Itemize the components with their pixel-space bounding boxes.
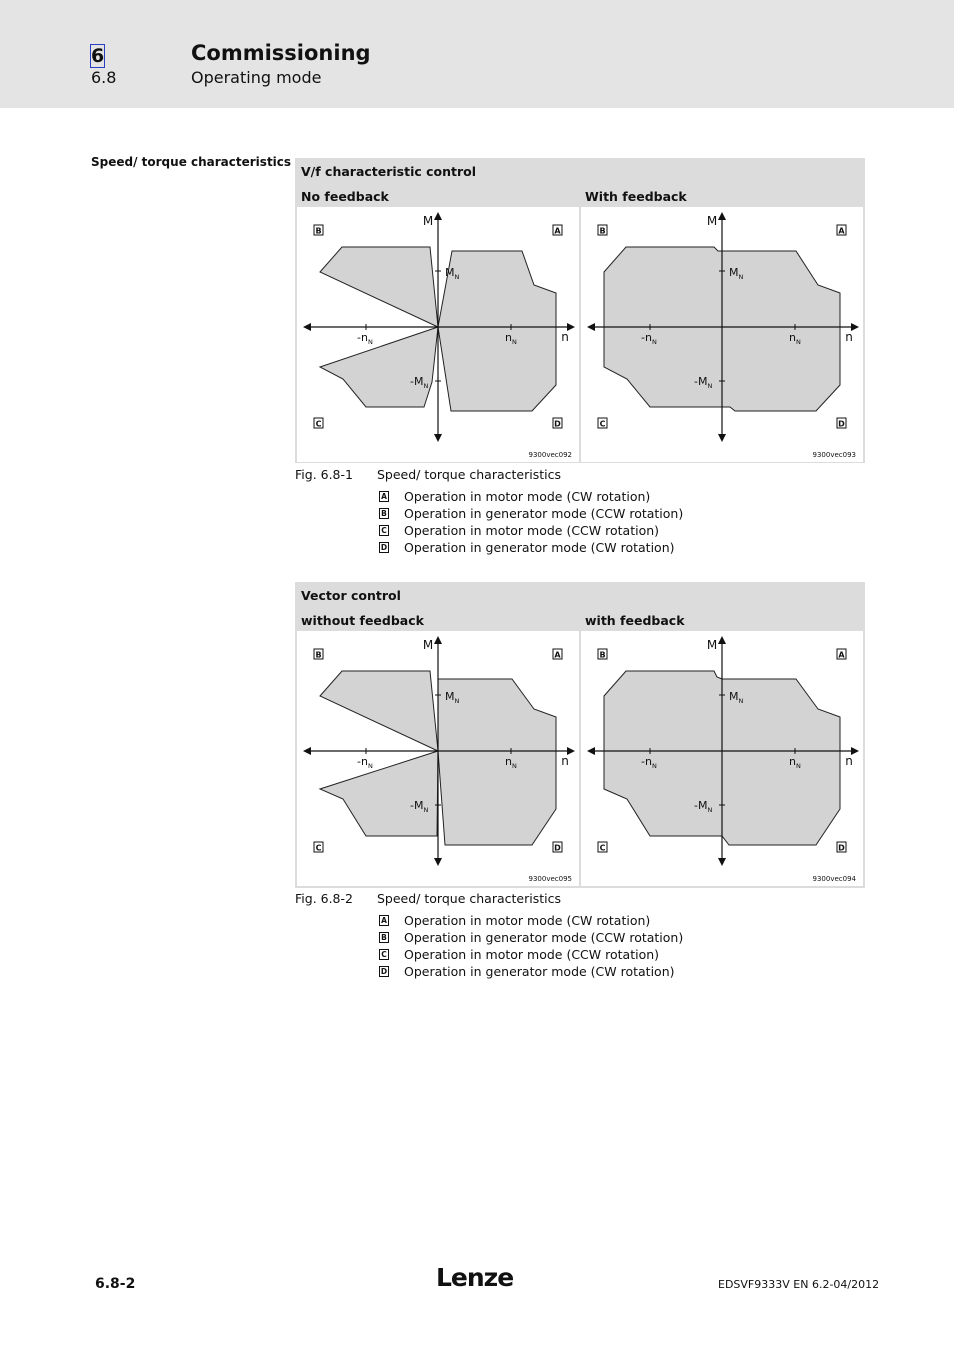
panel-subtitle: No feedback bbox=[301, 189, 389, 204]
quadrant-key-label: B bbox=[599, 226, 606, 236]
quadrant-key bbox=[553, 418, 562, 428]
arrow-down-icon bbox=[718, 858, 726, 866]
operating-region bbox=[320, 247, 438, 327]
panel-subtitle: With feedback bbox=[585, 189, 687, 204]
speed-torque-diagram bbox=[297, 631, 579, 886]
diagram-panel bbox=[297, 631, 579, 886]
operating-region bbox=[320, 327, 438, 407]
quadrant-key bbox=[314, 649, 323, 659]
arrow-up-icon bbox=[434, 636, 442, 644]
speed-axis-label: n bbox=[561, 330, 569, 344]
legend-text: Operation in generator mode (CW rotation) bbox=[404, 540, 675, 555]
quadrant-key: A bbox=[379, 491, 389, 502]
rated-speed-neg-label: $-n_N$ bbox=[641, 331, 657, 346]
quadrant-key-label: B bbox=[599, 650, 606, 660]
quadrant-key-label: C bbox=[599, 843, 606, 853]
quadrant-key: D bbox=[380, 543, 388, 552]
image-code: 9300vec094 bbox=[812, 875, 856, 883]
quadrant-key-label: B bbox=[315, 226, 322, 236]
panel-subtitle: without feedback bbox=[301, 613, 424, 628]
quadrant-key-label: D bbox=[838, 419, 845, 429]
quadrant-key-label: A bbox=[554, 650, 561, 660]
legend-text: Operation in generator mode (CCW rotation) bbox=[404, 506, 684, 521]
quadrant-key bbox=[553, 649, 562, 659]
rated-speed-pos-label: $n_N$ bbox=[505, 755, 517, 770]
figure-vf-control bbox=[295, 158, 865, 463]
rated-speed-neg-label: $-n_N$ bbox=[357, 755, 373, 770]
operating-region bbox=[320, 671, 438, 751]
quadrant-key-label: A bbox=[838, 650, 845, 660]
arrow-left-icon bbox=[303, 747, 311, 755]
page-header bbox=[0, 0, 954, 108]
quadrant-key bbox=[837, 649, 846, 659]
figure-vector-control bbox=[295, 582, 865, 888]
torque-axis-label: M bbox=[422, 638, 434, 652]
quadrant-key bbox=[598, 225, 607, 235]
arrow-down-icon bbox=[434, 858, 442, 866]
quadrant-key-label: D bbox=[838, 843, 845, 853]
quadrant-key: A bbox=[379, 915, 389, 926]
side-heading: Speed/ torque characteristics bbox=[91, 155, 292, 169]
caption-text: Speed/ torque characteristics bbox=[377, 467, 561, 482]
rated-torque-neg-label: $-M_N$ bbox=[694, 375, 713, 390]
quadrant-key-label: D bbox=[554, 843, 561, 853]
rated-torque-pos-label: $M_N$ bbox=[729, 266, 744, 281]
lenze-logo: Lenze bbox=[436, 1263, 514, 1292]
rated-speed-neg-label: $-n_N$ bbox=[357, 331, 373, 346]
quadrant-key: B bbox=[379, 932, 389, 943]
rated-speed-pos-label: $n_N$ bbox=[505, 331, 517, 346]
quadrant-key bbox=[314, 842, 323, 852]
chapter-number-box: 6 bbox=[91, 45, 105, 67]
quadrant-key-label: A bbox=[554, 226, 561, 236]
legend-text: Operation in motor mode (CCW rotation) bbox=[404, 947, 660, 962]
document-reference: EDSVF9333V EN 6.2-04/2012 bbox=[718, 1278, 880, 1291]
caption-number: Fig. 6.8-1 bbox=[295, 467, 353, 482]
quadrant-key-label: B bbox=[315, 650, 322, 660]
quadrant-key-label: A bbox=[838, 226, 845, 236]
quadrant-key bbox=[837, 418, 846, 428]
chapter-title: Commissioning bbox=[191, 41, 371, 65]
quadrant-key bbox=[314, 225, 323, 235]
image-code: 9300vec095 bbox=[528, 875, 572, 883]
quadrant-key bbox=[837, 225, 846, 235]
panel-subtitle: with feedback bbox=[585, 613, 685, 628]
torque-axis-label: M bbox=[706, 638, 718, 652]
quadrant-key bbox=[553, 842, 562, 852]
figure-caption bbox=[295, 891, 561, 906]
legend-text: Operation in generator mode (CW rotation) bbox=[404, 964, 675, 979]
image-code: 9300vec093 bbox=[812, 451, 856, 459]
speed-axis-label: n bbox=[561, 754, 569, 768]
diagram-panel bbox=[581, 631, 863, 886]
quadrant-key bbox=[598, 842, 607, 852]
arrow-up-icon bbox=[718, 212, 726, 220]
quadrant-key bbox=[598, 418, 607, 428]
legend-text: Operation in generator mode (CCW rotation) bbox=[404, 930, 684, 945]
figure-title: V/f characteristic control bbox=[301, 164, 477, 179]
legend-text: Operation in motor mode (CCW rotation) bbox=[404, 523, 660, 538]
arrow-up-icon bbox=[434, 212, 442, 220]
rated-torque-pos-label: $M_N$ bbox=[729, 690, 744, 705]
legend-text: Operation in motor mode (CW rotation) bbox=[404, 489, 651, 504]
rated-torque-pos-label: $M_N$ bbox=[445, 266, 460, 281]
diagram-panel bbox=[581, 207, 863, 462]
quadrant-key bbox=[837, 842, 846, 852]
image-code: 9300vec092 bbox=[528, 451, 572, 459]
arrow-up-icon bbox=[718, 636, 726, 644]
torque-axis-label: M bbox=[422, 214, 434, 228]
operating-region bbox=[320, 751, 438, 836]
speed-torque-diagram bbox=[581, 631, 863, 886]
speed-axis-label: n bbox=[845, 754, 853, 768]
quadrant-key-label: C bbox=[315, 419, 322, 429]
rated-speed-neg-label: $-n_N$ bbox=[641, 755, 657, 770]
speed-torque-diagram bbox=[581, 207, 863, 462]
quadrant-key-label: D bbox=[554, 419, 561, 429]
rated-torque-neg-label: $-M_N$ bbox=[410, 799, 429, 814]
speed-torque-diagram bbox=[297, 207, 579, 462]
quadrant-key bbox=[314, 418, 323, 428]
rated-torque-neg-label: $-M_N$ bbox=[410, 375, 429, 390]
arrow-down-icon bbox=[434, 434, 442, 442]
section-number: 6.8 bbox=[91, 68, 117, 87]
quadrant-key: C bbox=[379, 525, 389, 536]
quadrant-key bbox=[598, 649, 607, 659]
torque-axis-label: M bbox=[706, 214, 718, 228]
rated-torque-pos-label: $M_N$ bbox=[445, 690, 460, 705]
quadrant-key-label: C bbox=[315, 843, 322, 853]
caption-text: Speed/ torque characteristics bbox=[377, 891, 561, 906]
arrow-left-icon bbox=[587, 747, 595, 755]
caption-number: Fig. 6.8-2 bbox=[295, 891, 353, 906]
arrow-left-icon bbox=[303, 323, 311, 331]
page-number: 6.8-2 bbox=[95, 1276, 136, 1292]
figure-title: Vector control bbox=[301, 588, 401, 603]
quadrant-key-label: C bbox=[599, 419, 606, 429]
figure-caption bbox=[295, 467, 561, 482]
arrow-left-icon bbox=[587, 323, 595, 331]
speed-axis-label: n bbox=[845, 330, 853, 344]
rated-speed-pos-label: $n_N$ bbox=[789, 755, 801, 770]
rated-speed-pos-label: $n_N$ bbox=[789, 331, 801, 346]
section-title: Operating mode bbox=[191, 68, 322, 87]
quadrant-key: B bbox=[379, 508, 389, 519]
quadrant-key: D bbox=[380, 967, 388, 976]
quadrant-key: C bbox=[379, 949, 389, 960]
legend-text: Operation in motor mode (CW rotation) bbox=[404, 913, 651, 928]
quadrant-key bbox=[553, 225, 562, 235]
diagram-panel bbox=[297, 207, 579, 462]
arrow-down-icon bbox=[718, 434, 726, 442]
rated-torque-neg-label: $-M_N$ bbox=[694, 799, 713, 814]
